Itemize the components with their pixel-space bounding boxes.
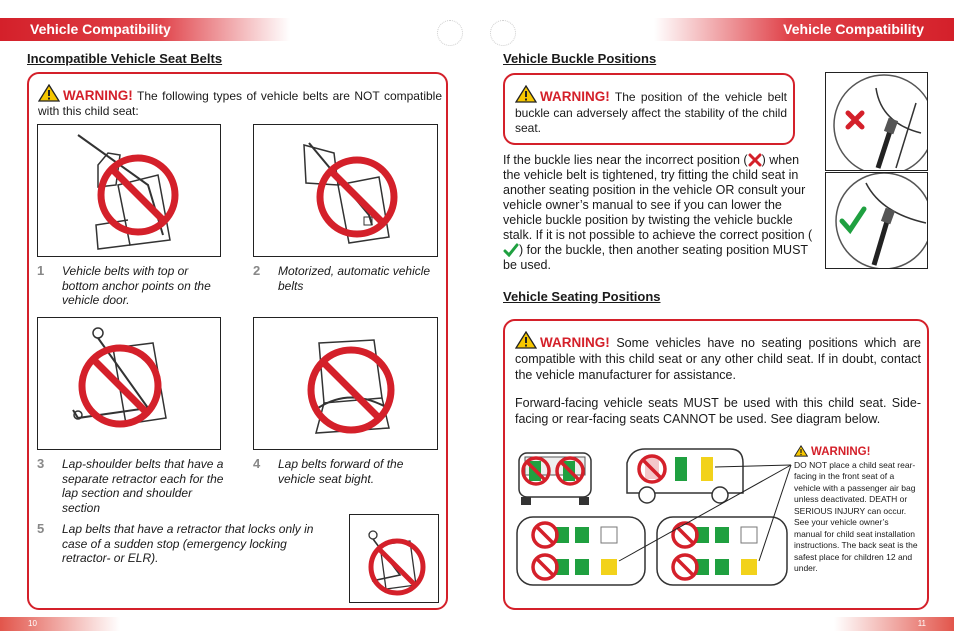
belt-illustration-4 — [253, 317, 438, 450]
left-header-bar — [0, 18, 290, 41]
item-number: 3 — [37, 456, 45, 471]
item-number: 1 — [37, 263, 45, 278]
warning-triangle-icon — [38, 84, 60, 102]
warning-triangle-icon — [794, 445, 808, 457]
buckle-text-part-3: ) for the buckle, then another seating position MUST be used. — [503, 243, 808, 272]
registration-mark-icon — [437, 20, 463, 46]
note-warning-label: WARNING! — [811, 446, 871, 458]
top-view-vehicle-2 — [657, 517, 787, 585]
buckle-incorrect-illustration — [825, 72, 928, 171]
registration-mark-icon — [490, 20, 516, 46]
buckle-instructions — [503, 153, 815, 273]
warning-label: WARNING! — [63, 88, 133, 103]
item-number: 2 — [253, 263, 261, 278]
right-footer-bar — [834, 617, 954, 631]
item-number: 5 — [37, 521, 45, 536]
belt-item-5 — [37, 522, 337, 566]
vehicle-seating-diagram — [515, 443, 795, 603]
item-text: Lap-shoulder belts that have a separate retractor each for the lap section and shoulder section — [62, 457, 224, 515]
seating-positions-heading: Vehicle Seating Positions — [503, 289, 661, 304]
front-view-vehicle — [519, 453, 591, 505]
airbag-warning-note — [794, 445, 918, 575]
item-number: 4 — [253, 456, 261, 471]
buckle-correct-illustration — [825, 172, 928, 269]
top-view-vehicle-1 — [517, 517, 645, 585]
belt-item-4 — [253, 457, 438, 486]
warning-text: The position of the vehicle belt buckle can adversely affect the stability of the child seat. — [515, 90, 787, 135]
correct-check-icon — [503, 243, 519, 257]
right-page-number: 11 — [917, 619, 926, 628]
item-text: Lap belts that have a retractor that locks only in case of a sudden stop (emergency locking retractor- or ELR). — [62, 522, 314, 565]
buckle-warning-panel — [503, 73, 795, 145]
buckle-text-part-1: If the buckle lies near the incorrect position ( — [503, 153, 748, 167]
belt-illustration-2 — [253, 124, 438, 257]
warning-triangle-icon — [515, 331, 537, 349]
belt-illustration-5 — [349, 514, 439, 603]
seating-paragraph: Forward-facing vehicle seats MUST be used with this child seat. Side-facing or rear-facing seats CANNOT be used. See diagram below. — [515, 396, 921, 426]
warning-triangle-icon — [515, 85, 537, 103]
item-text: Motorized, automatic vehicle belts — [278, 264, 431, 293]
buckle-text-part-2: ) when the vehicle belt is tightened, try fitting the child seat in another seating position in the vehicle OR consult your vehicle owner’s manual to see if you can lower the vehicle buckle position by twisting the vehicle buckle stalk. If it is not possible to achieve the correct position ( — [503, 153, 813, 242]
belt-illustration-1 — [37, 124, 221, 257]
warning-text: The following types of vehicle belts are NOT compatible with this child seat: — [38, 89, 442, 118]
seating-warning — [515, 331, 921, 383]
incorrect-x-icon — [748, 153, 762, 167]
left-header-title: Vehicle Compatibility — [30, 21, 171, 37]
left-footer-bar — [0, 617, 120, 631]
warning-label: WARNING! — [540, 89, 610, 104]
belt-item-1 — [37, 264, 227, 308]
seating-positions-panel — [503, 319, 929, 610]
incompatible-belts-warning — [38, 84, 442, 119]
left-page-number: 10 — [28, 619, 37, 628]
right-header-bar — [654, 18, 954, 41]
belt-item-2 — [253, 264, 438, 293]
belt-item-3 — [37, 457, 227, 515]
right-header-title: Vehicle Compatibility — [783, 21, 924, 37]
note-warning-text: DO NOT place a child seat rear-facing in the front seat of a vehicle with a passenger air bag unless deactivated. DEATH or SERIOUS INJURY can occur. See your vehicle owner’s manual for child seat installation instructions. The back seat is the safest place for children 12 and under. — [794, 459, 918, 573]
warning-text: Some vehicles have no seating positions which are compatible with this child seat or any other child seat. If in doubt, contact the vehicle manufacturer for assistance. — [515, 336, 921, 382]
side-view-vehicle — [627, 449, 743, 503]
warning-label: WARNING! — [540, 335, 610, 350]
buckle-positions-heading: Vehicle Buckle Positions — [503, 51, 657, 66]
item-text: Lap belts forward of the vehicle seat bight. — [278, 457, 404, 486]
item-text: Vehicle belts with top or bottom anchor points on the vehicle door. — [62, 264, 211, 307]
belt-illustration-3 — [37, 317, 221, 450]
incompatible-belts-heading: Incompatible Vehicle Seat Belts — [27, 51, 223, 66]
buckle-warning — [515, 85, 787, 137]
